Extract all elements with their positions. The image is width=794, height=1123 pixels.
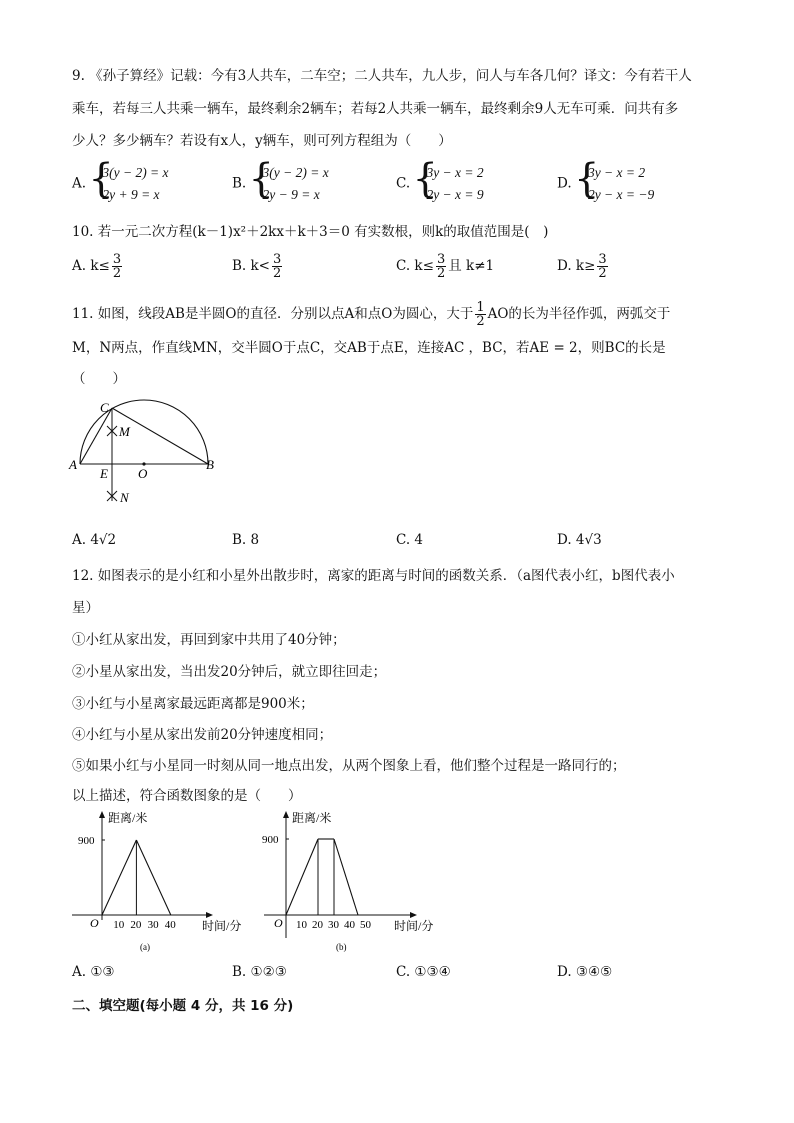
numerator: 3: [598, 252, 607, 267]
origin-label: O: [90, 916, 99, 930]
option-label: A.: [72, 175, 87, 192]
y-axis-label: 距离/米: [292, 811, 332, 825]
q12-line1: 12. 如图表示的是小红和小星外出散步时，离家的距离与时间的函数关系．（a图代表小红，b图代表小: [72, 568, 675, 584]
x-axis-arrow: [206, 912, 213, 918]
label-e: E: [100, 466, 108, 481]
q9-option-c: [396, 162, 484, 206]
equation-1: { 3(y − 2) = x: [262, 165, 329, 180]
denominator: 2: [598, 266, 607, 281]
x-tick-label: 40: [344, 919, 355, 931]
numerator: 3: [273, 252, 282, 267]
equation-system: [90, 162, 168, 206]
q10-option-c: [396, 253, 494, 280]
equation-2: 2y − x = −9: [587, 187, 655, 202]
y-axis-label: 距离/米: [108, 811, 148, 825]
semicircle-figure: [66, 396, 226, 511]
q11-option-a: A. 4√2: [72, 532, 117, 548]
q11-line2: M，N两点，作直线MN，交半圆O于点C，交AB于点E，连接AC ，BC，若AE = 2，则BC的长是: [72, 340, 666, 356]
equation-system: [414, 162, 483, 206]
q12-statement-1: ①小红从家出发，再回到家中共用了40分钟；: [72, 632, 346, 648]
label-b: B: [206, 457, 214, 472]
equation-1: { 3(y − 2) = x: [102, 165, 169, 180]
equation-1: { 3y − x = 2: [587, 165, 646, 180]
q11-line1: [72, 301, 670, 328]
x-tick-label: 40: [164, 919, 176, 931]
x-tick-label: 10: [296, 919, 307, 931]
equation-system: [576, 162, 654, 206]
numerator: 1: [476, 300, 485, 315]
y-tick-label: 900: [262, 834, 279, 846]
q12-option-b: B. ①②③: [232, 964, 287, 980]
q12-statement-2: ②小星从家出发，当出发20分钟后，就立即往回走；: [72, 664, 387, 680]
series-segment: [334, 839, 358, 915]
x-tick-label: 10: [113, 919, 125, 931]
q11-line3: （ ）: [72, 371, 126, 387]
equation-2: 2y − x = 9: [426, 187, 484, 202]
chart-caption: (b): [336, 942, 347, 952]
y-tick-label: 900: [78, 835, 95, 847]
equation-2: 2y + 9 = x: [102, 187, 160, 202]
q12-option-a: A. ①③: [72, 964, 115, 980]
x-tick-label: 20: [312, 919, 323, 931]
fraction: [436, 253, 446, 280]
q10-option-d: [557, 253, 610, 280]
option-label: B.: [232, 175, 247, 192]
option-text: A. k≤: [72, 258, 110, 274]
fraction: [597, 253, 607, 280]
q9-option-a: [72, 162, 169, 206]
equation-1: { 3y − x = 2: [426, 165, 484, 180]
q10-stem: 10. 若一元二次方程(k－1)x²＋2kx＋k＋3＝0 有实数根，则k的取值范围是( ): [72, 224, 549, 240]
q9-line3: 少人？多少辆车？若设有x人，y辆车，则可列方程组为（ ）: [72, 133, 452, 149]
x-tick-label: 50: [360, 919, 371, 931]
chart-b: [262, 808, 452, 958]
y-axis-arrow: [283, 811, 289, 818]
series-segment: [102, 840, 136, 915]
option-text: B. k<: [232, 258, 270, 274]
q12-option-c: C. ①③④: [396, 964, 451, 980]
x-tick-label: 30: [147, 919, 159, 931]
fraction: [272, 253, 282, 280]
denominator: 2: [273, 266, 282, 281]
label-a: A: [69, 457, 77, 472]
q12-option-d: D. ③④⑤: [557, 964, 613, 980]
q12-closing: 以上描述，符合函数图象的是（ ）: [72, 788, 302, 804]
equation-system: [251, 162, 329, 206]
fraction: [112, 253, 122, 280]
x-axis-label: 时间/分: [394, 919, 434, 933]
x-axis-label: 时间/分: [202, 919, 242, 933]
denominator: 2: [436, 266, 446, 281]
option-label: D.: [557, 175, 572, 192]
option-text: D. k≥: [557, 258, 596, 274]
chart-a: [70, 808, 260, 958]
q11-text-b: AO的长为半径作弧，两弧交于: [487, 306, 671, 322]
q12-statement-3: ③小红与小星离家最远距离都是900米；: [72, 696, 314, 712]
q11-option-c: C. 4: [396, 532, 424, 548]
q11-option-d: D. 4√3: [557, 532, 602, 548]
series-segment: [286, 839, 318, 915]
q12-line2: 星）: [72, 600, 99, 616]
denominator: 2: [112, 266, 122, 281]
denominator: 2: [476, 314, 485, 329]
q10-option-a: [72, 253, 124, 280]
x-axis-arrow: [410, 912, 417, 918]
equation-2: 2y − 9 = x: [262, 187, 320, 202]
x-tick-label: 20: [130, 919, 142, 931]
x-tick-label: 30: [328, 919, 339, 931]
q9-line1: 9. 《孙子算经》记载：今有3人共车，二车空；二人共车，九人步，问人与车各几何？译文：今有若干人: [72, 68, 692, 84]
q9-option-b: [232, 162, 329, 206]
series-segment: [136, 840, 170, 915]
option-suffix: 且 k≠1: [448, 258, 495, 274]
origin-label: O: [274, 916, 283, 930]
option-label: C.: [396, 175, 411, 192]
numerator: 3: [436, 252, 446, 267]
y-axis-arrow: [99, 811, 105, 818]
q11-option-b: B. 8: [232, 532, 260, 548]
chart-caption: (a): [140, 942, 150, 952]
label-n: N: [120, 490, 129, 505]
fraction: [475, 301, 485, 328]
q9-line2: 乘车，若每三人共乘一辆车，最终剩余2辆车；若每2人共乘一辆车，最终剩余9人无车可乘．问共有多: [72, 101, 679, 117]
q11-text-a: 11. 如图，线段AB是半圆O的直径．分别以点A和点O为圆心，大于: [72, 306, 474, 322]
option-text: C. k≤: [396, 258, 434, 274]
section-heading: 二、填空题(每小题 4 分，共 16 分): [72, 998, 294, 1014]
q10-option-b: [232, 253, 284, 280]
q12-statement-4: ④小红与小星从家出发前20分钟速度相同；: [72, 727, 333, 743]
numerator: 3: [112, 252, 122, 267]
label-m: M: [119, 424, 130, 439]
label-o: O: [138, 466, 148, 481]
q9-option-d: [557, 162, 654, 206]
label-c: C: [100, 400, 109, 415]
q12-statement-5: ⑤如果小红与小星同一时刻从同一地点出发，从两个图象上看，他们整个过程是一路同行的；: [72, 758, 626, 774]
